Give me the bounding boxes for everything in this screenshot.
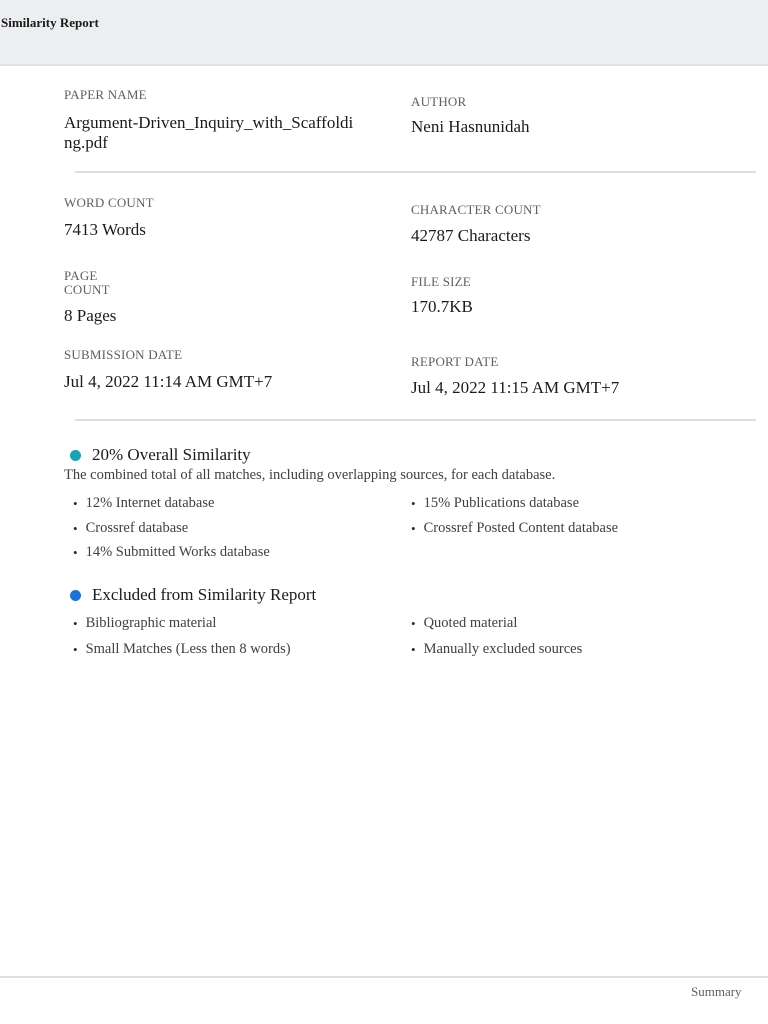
report-title: Similarity Report [1, 15, 99, 30]
submission-date-value: Jul 4, 2022 11:14 AM GMT+7 [64, 372, 273, 391]
word-count-label: WORD COUNT [64, 195, 154, 210]
bullet-icon: • [411, 615, 416, 631]
similarity-item-label: Crossref database [85, 520, 189, 536]
excluded-item [411, 615, 517, 632]
bullet-icon: • [73, 495, 78, 511]
header-bar [0, 0, 768, 66]
overall-similarity-text: 20% Overall Similarity [92, 445, 251, 464]
excluded-item-label: Bibliographic material [85, 615, 217, 631]
bullet-icon: • [73, 520, 78, 536]
footer-divider [0, 976, 768, 978]
similarity-item [73, 495, 214, 512]
report-date-label: REPORT DATE [411, 354, 499, 369]
similarity-item-label: 14% Submitted Works database [85, 544, 270, 560]
similarity-item-label: Crossref Posted Content database [423, 520, 619, 536]
divider-top [75, 171, 756, 173]
similarity-dot-icon [70, 450, 81, 461]
bullet-icon: • [73, 641, 78, 657]
paper-name-line2: ng.pdf [64, 133, 108, 152]
excluded-dot-icon [70, 590, 81, 601]
paper-name-line1: Argument-Driven_Inquiry_with_Scaffoldi [64, 113, 354, 132]
bullet-icon: • [73, 615, 78, 631]
excluded-item-label: Manually excluded sources [423, 641, 583, 657]
submission-date-label: SUBMISSION DATE [64, 347, 183, 362]
file-size-value: 170.7KB [411, 297, 473, 316]
similarity-description: The combined total of all matches, including overlapping sources, for each database. [64, 467, 556, 483]
author-label: AUTHOR [411, 94, 467, 109]
divider-middle [75, 419, 756, 421]
word-count-value: 7413 Words [64, 220, 146, 239]
page-count-label-line1: PAGE [64, 268, 98, 283]
file-size-label: FILE SIZE [411, 274, 471, 289]
excluded-item [411, 641, 582, 658]
overall-similarity-heading [70, 445, 251, 465]
report-date-value: Jul 4, 2022 11:15 AM GMT+7 [411, 378, 620, 397]
excluded-item [73, 641, 291, 658]
similarity-item-label: 12% Internet database [85, 495, 215, 511]
page-count-value: 8 Pages [64, 306, 117, 325]
similarity-item [411, 495, 579, 512]
similarity-item [411, 520, 618, 537]
character-count-label: CHARACTER COUNT [411, 202, 541, 217]
author-value: Neni Hasnunidah [411, 117, 530, 136]
bullet-icon: • [411, 520, 416, 536]
excluded-item-label: Small Matches (Less then 8 words) [85, 641, 291, 657]
excluded-heading-text: Excluded from Similarity Report [92, 585, 317, 604]
excluded-heading [70, 585, 316, 605]
paper-name-label: PAPER NAME [64, 87, 147, 102]
excluded-item-label: Quoted material [423, 615, 518, 631]
character-count-value: 42787 Characters [411, 226, 531, 245]
page-count-label-line2: COUNT [64, 282, 110, 297]
bullet-icon: • [411, 641, 416, 657]
similarity-item [73, 520, 188, 537]
similarity-item [73, 544, 270, 561]
bullet-icon: • [411, 495, 416, 511]
bullet-icon: • [73, 544, 78, 560]
excluded-item [73, 615, 216, 632]
similarity-item-label: 15% Publications database [423, 495, 579, 511]
summary-link[interactable]: Summary [691, 984, 742, 999]
